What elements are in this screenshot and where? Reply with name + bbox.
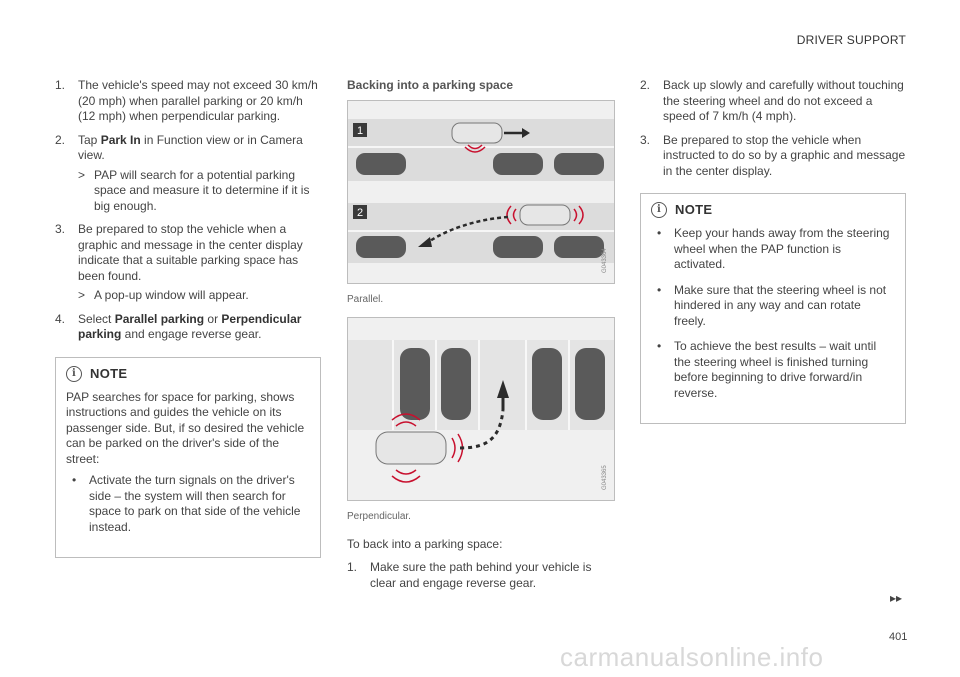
step-3 (640, 133, 906, 180)
parked-car (441, 348, 471, 420)
step-text-pre: Select (78, 311, 115, 326)
page-number: 401 (889, 631, 908, 643)
note-bullet: • To achieve the best results – wait until the steering wheel is finished turning before beginning to drive forward/in reverse. (651, 339, 895, 401)
step-badge-label: 2 (356, 206, 364, 219)
step-number: 2. (55, 132, 66, 147)
step-number: 2. (640, 78, 651, 92)
step-text: Make sure the path behind your vehicle is clear and engage reverse gear. (370, 560, 592, 590)
step-text: Be prepared to stop the vehicle when instructed to do so by a graphic and message in the center display. (663, 132, 906, 178)
parked-car (356, 153, 406, 175)
figure-caption: Parallel. (347, 293, 384, 305)
column-1 (55, 78, 321, 558)
note-bullet: • Keep your hands away from the steering wheel when the PAP function is activated. (651, 226, 895, 273)
sensor-waves-icon (396, 470, 416, 474)
step-text-pre: Tap (78, 132, 101, 147)
step-text-mid: or (204, 311, 222, 326)
step-1 (55, 78, 321, 125)
step-number: 4. (55, 311, 66, 326)
intro-text: To back into a parking space: (347, 536, 503, 551)
perpendicular-parking-illustration (347, 317, 615, 501)
result-text: PAP will search for a potential parking space and measure it to determine if it is big enough. (94, 167, 310, 213)
info-icon: i (66, 366, 82, 382)
step-number: 1. (55, 78, 66, 92)
parked-car (356, 236, 406, 258)
next-page-icon: ▸▸ (890, 591, 903, 605)
note-title: NOTE (90, 365, 128, 381)
step-text-post: and engage reverse gear. (121, 327, 262, 341)
step-1 (347, 560, 615, 591)
section-header: DRIVER SUPPORT (796, 33, 906, 47)
step-number: 1. (347, 560, 358, 574)
step-text: Back up slowly and carefully without touching the steering wheel and do not exceed a speed of 7 km/h (4 mph). (663, 78, 904, 123)
parked-car (532, 348, 562, 420)
result-marker: > (78, 288, 86, 302)
park-in-label: Park In (100, 132, 141, 147)
perpendicular-parking-label: Perpendicular parking (78, 311, 302, 341)
ego-car (376, 432, 446, 464)
note-text: PAP searches for space for parking, shows instructions and guides the vehicle on its passenger side. But, if so desired the vehicle can be parked on the driver's side of the street: (66, 389, 305, 466)
column-2 (347, 78, 615, 599)
sensor-waves-icon (452, 438, 455, 458)
parallel-parking-illustration (347, 100, 615, 284)
parked-car (493, 153, 543, 175)
result-text: A pop-up window will appear. (94, 288, 249, 302)
parked-car (400, 348, 430, 420)
note-header (66, 366, 310, 382)
figure-code: G043365 (602, 465, 608, 490)
parallel-parking-diagram (348, 101, 614, 283)
figure-code: G043364 (602, 247, 608, 273)
steps-list (640, 78, 906, 179)
step-text: The vehicle's speed may not exceed 30 km/h (20 mph) when parallel parking or 20 km/h (12 mph) when perpendicular parking. (78, 78, 318, 123)
note-title: NOTE (675, 202, 713, 218)
note-bullet: • Make sure that the steering wheel is not hindered in any way and can rotate freely. (651, 283, 895, 330)
section-title: Backing into a parking space (347, 78, 514, 92)
step-result (78, 288, 321, 304)
perpendicular-parking-diagram (348, 318, 614, 500)
watermark: carmanualsonline.info (560, 642, 824, 672)
parallel-parking-label: Parallel parking (114, 311, 205, 326)
note-bullets (66, 473, 310, 535)
steps-list (347, 560, 615, 591)
sensor-waves-icon (392, 476, 420, 482)
step-3 (55, 222, 321, 304)
column-3 (640, 78, 906, 424)
step-number: 3. (640, 132, 651, 147)
step-4 (55, 312, 321, 343)
parked-car (575, 348, 605, 420)
steps-list (55, 78, 321, 343)
note-bullet: • Activate the turn signals on the driver's side – the system will then search for space to park on that side of the vehicle instead. (66, 473, 310, 535)
step-text: Be prepared to stop the vehicle when a graphic and message in the center display indicate that a suitable parking space has been found. (78, 222, 303, 283)
info-icon: i (651, 202, 667, 218)
ego-car (452, 123, 502, 143)
step-result (78, 168, 321, 215)
step-badge-label: 1 (356, 124, 364, 137)
ego-car (520, 205, 570, 225)
note-bullets (651, 226, 895, 401)
step-number: 3. (55, 222, 66, 236)
figure-caption: Perpendicular. (347, 511, 411, 522)
parked-car (493, 236, 543, 258)
step-2 (640, 78, 906, 125)
note-box (640, 193, 906, 424)
step-text-post: in Function view or in Camera view. (78, 132, 303, 162)
note-box (55, 357, 321, 559)
parking-lot (348, 340, 614, 430)
note-header (651, 202, 895, 218)
result-marker: > (78, 167, 86, 182)
parked-car (554, 153, 604, 175)
parked-car (554, 236, 604, 258)
step-2 (55, 133, 321, 215)
